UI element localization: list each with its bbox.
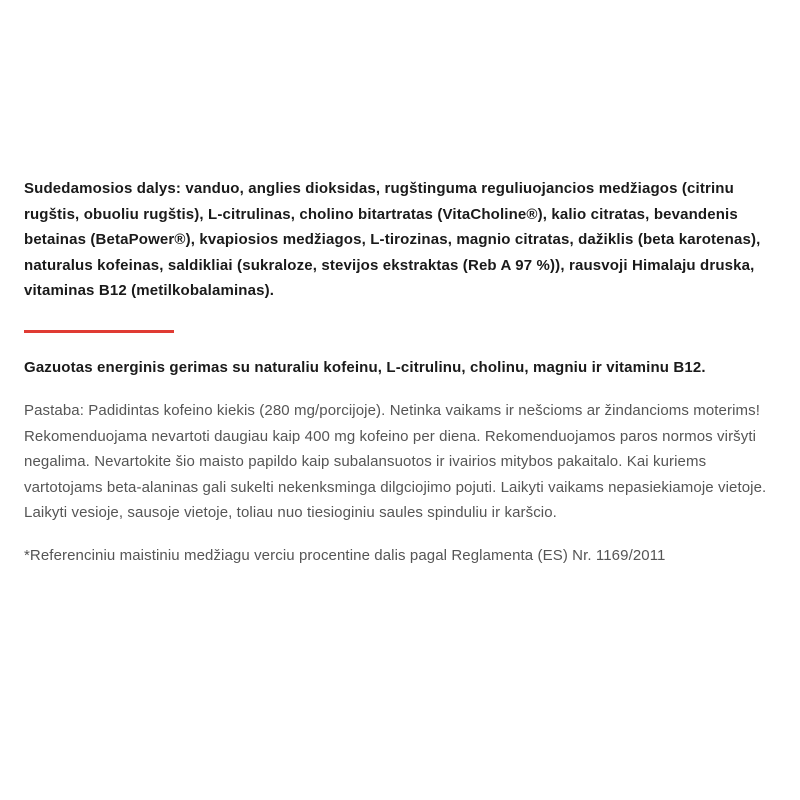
product-info-section bbox=[24, 176, 776, 568]
ingredients-text: Sudedamosios dalys: vanduo, anglies dioksidas, rugštinguma reguliuojancios medžiagos (citrinu rugštis, obuoliu rugštis), L-citrulinas, cholino bitartratas (VitaCholine®), kalio citratas, bevandenis betainas (BetaPower®), kvapiosios medžiagos, L-tirozinas, magnio citratas, dažiklis (beta karotenas), naturalus kofeinas, saldikliai (sukraloze, stevijos ekstraktas (Reb A 97 %)), rausvoji Himalaju druska, vitaminas B12 (metilkobalaminas). bbox=[24, 180, 761, 299]
warning-note: Pastaba: Padidintas kofeino kiekis (280 mg/porcijoje). Netinka vaikams ir nešcioms ar žindancioms moterims! Rekomenduojama nevartoti daugiau kaip 400 mg kofeino per diena. Rekomenduojamos paros normos viršyti negalima. Nevartokite šio maisto papildo kaip subalansuotos ir ivairios mitybos pakaitalo. Kai kuriems vartotojams beta-alaninas gali sukelti nekenksminga dilgciojimo pojuti. Laikyti vaikams nepasiekiamoje vietoje. Laikyti vesioje, sausoje vietoje, toliau nuo tiesioginiu saules spinduliu ir karšcio. bbox=[24, 402, 767, 521]
product-description: Gazuotas energinis gerimas su naturaliu kofeinu, L-citrulinu, cholinu, magniu ir vitaminu B12. bbox=[24, 358, 706, 376]
section-divider bbox=[24, 330, 174, 333]
reference-footnote: *Referenciniu maistiniu medžiagu verciu procentine dalis pagal Reglamenta (ES) Nr. 1169/2011 bbox=[24, 546, 666, 564]
